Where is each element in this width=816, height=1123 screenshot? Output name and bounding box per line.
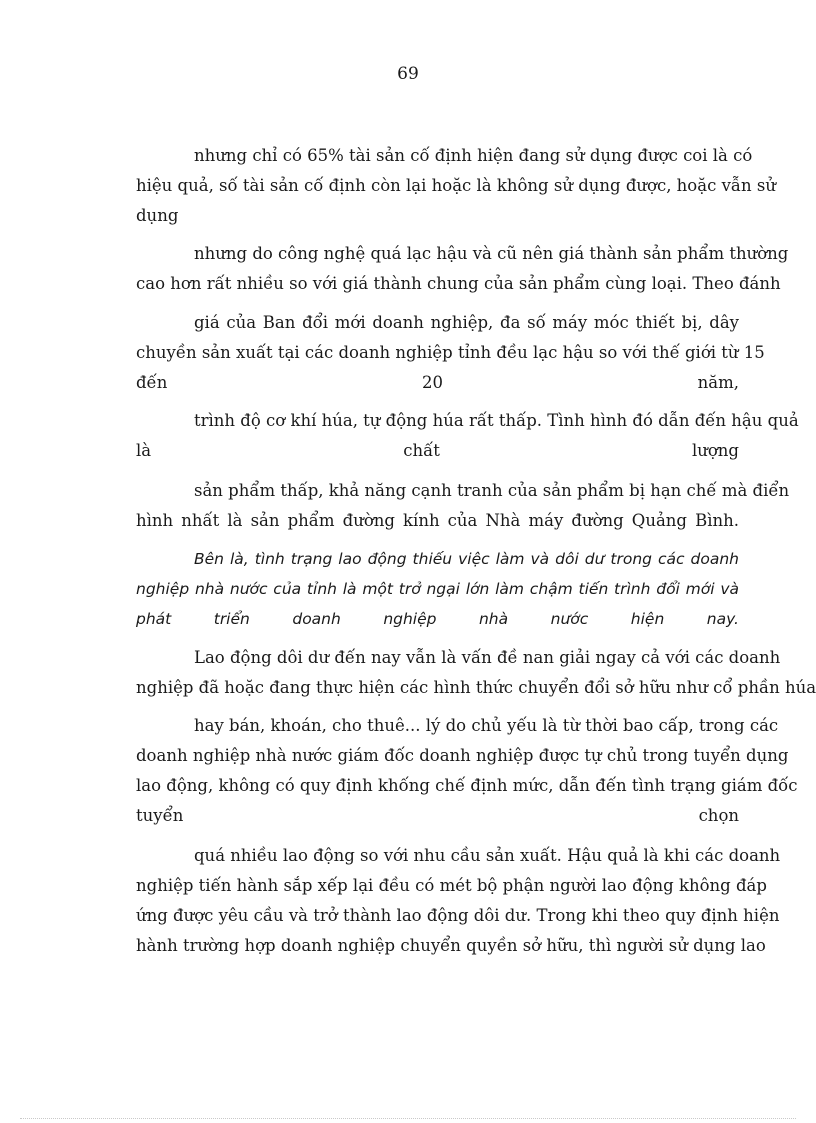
body-line: lao động, không có quy định khống chế định mức, dẫn đến tình trạng giám đốc [136,776,798,795]
body-line: giá của Ban đổi mới doanh nghiệp, đa số máy móc thiết bị, dây [194,313,739,332]
body-line-italic: phát triển doanh nghiệp nhà nước hiện nay. [136,610,739,628]
body-line: là chất lượng [136,441,739,460]
body-line: hình nhất là sản phẩm đường kính của Nhà máy đường Quảng Bình. [136,511,739,530]
body-line: ứng được yêu cầu và trở thành lao động dôi dư. Trong khi theo quy định hiện [136,906,780,925]
body-line: tuyển chọn [136,806,739,825]
body-line: cao hơn rất nhiều so với giá thành chung của sản phẩm cùng loại. Theo đánh [136,274,781,293]
page-number: 69 [397,64,419,84]
body-line: nhưng chỉ có 65% tài sản cố định hiện đang sử dụng được coi là có [194,146,753,165]
body-line: sản phẩm thấp, khả năng cạnh tranh của sản phẩm bị hạn chế mà điển [194,481,790,500]
body-line: nhưng do công nghệ quá lạc hậu và cũ nên giá thành sản phẩm thường [194,244,789,263]
body-line: Lao động dôi dư đến nay vẫn là vấn đề nan giải ngay cả với các doanh [194,648,781,667]
body-line: nghiệp đã hoặc đang thực hiện các hình thức chuyển đổi sở hữu như cổ phần húa [136,678,816,697]
body-line: chuyền sản xuất tại các doanh nghiệp tỉnh đều lạc hậu so với thế giới từ 15 [136,343,765,362]
body-line: dụng [136,206,179,225]
body-line-italic: nghiệp nhà nước của tỉnh là một trở ngại lớn làm chậm tiến trình đổi mới và [136,580,739,598]
body-line: hay bán, khoán, cho thuê... lý do chủ yếu là từ thời bao cấp, trong các [194,716,779,735]
body-line-italic: Bên là, tình trạng lao động thiếu việc làm và dôi dư trong các doanh [194,550,739,568]
page-bottom-divider [20,1118,796,1119]
body-line: trình độ cơ khí húa, tự động húa rất thấp. Tình hình đó dẫn đến hậu quả [194,411,799,430]
body-line: nghiệp tiến hành sắp xếp lại đều có mét bộ phận người lao động không đáp [136,876,767,895]
body-line: đến 20 năm, [136,373,739,392]
body-line: doanh nghiệp nhà nước giám đốc doanh nghiệp được tự chủ trong tuyển dụng [136,746,789,765]
body-line: hành trường hợp doanh nghiệp chuyển quyền sở hữu, thì người sử dụng lao [136,936,766,955]
body-line: hiệu quả, số tài sản cố định còn lại hoặc là không sử dụng được, hoặc vẫn sử [136,176,776,195]
body-line: quá nhiều lao động so với nhu cầu sản xuất. Hậu quả là khi các doanh [194,846,781,865]
